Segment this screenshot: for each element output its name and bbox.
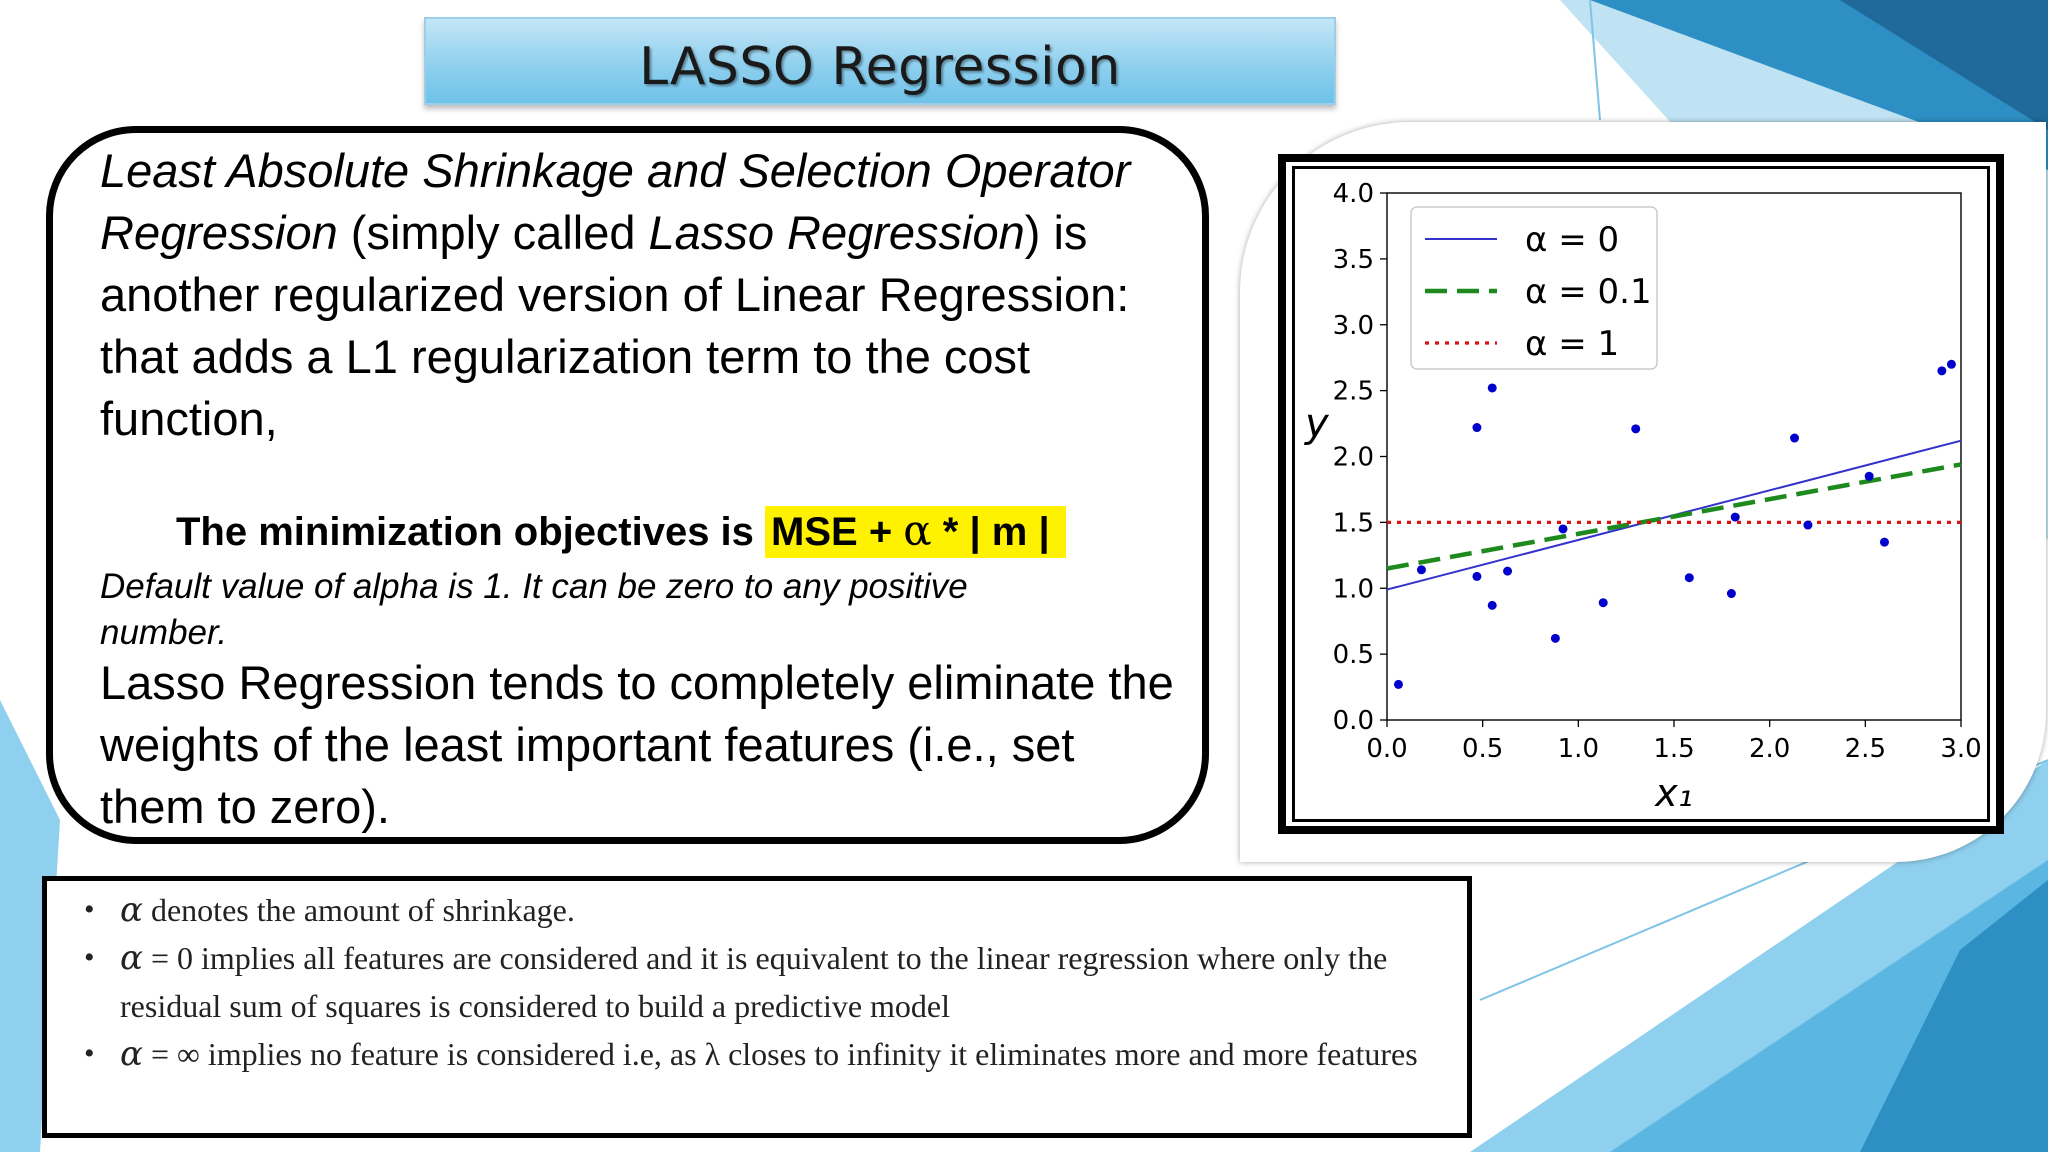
data-point: [1394, 680, 1403, 689]
data-point: [1803, 521, 1812, 530]
data-point: [1937, 366, 1946, 375]
alpha-note-text: = ∞ implies no feature is considered i.e, as λ closes to infinity it eliminates more and more features: [150, 1036, 1418, 1072]
x-tick-label: 1.0: [1557, 734, 1600, 764]
x-tick-label: 0.0: [1366, 734, 1408, 764]
alpha-symbol: α: [120, 938, 143, 978]
legend-label: α = 1: [1525, 324, 1620, 364]
y-tick-label: 4.0: [1332, 179, 1374, 209]
y-tick-label: 0.0: [1332, 706, 1374, 736]
data-point: [1551, 634, 1560, 643]
definition-text-1: (simply called: [337, 206, 649, 259]
data-point: [1488, 383, 1497, 392]
default-alpha-note: Default value of alpha is 1. It can be zero to any positive number.: [100, 567, 968, 652]
alpha-note-item: [82, 934, 1462, 1030]
definition-term: Least Absolute Shrinkage and Selection Operator Regression: [100, 144, 1131, 259]
formula-mse: MSE +: [771, 510, 904, 554]
y-tick-label: 3.0: [1332, 310, 1374, 341]
lasso-chart: [1295, 169, 1987, 819]
data-point: [1488, 601, 1497, 610]
formula-norm: * | m |: [931, 510, 1050, 554]
y-axis-label: y: [1305, 400, 1329, 447]
formula-alpha: α: [903, 506, 932, 555]
data-point: [1503, 567, 1512, 576]
objective-line: [176, 506, 1066, 555]
data-point: [1727, 589, 1736, 598]
y-tick-label: 0.5: [1332, 640, 1374, 671]
y-tick-label: 2.0: [1332, 442, 1374, 473]
alpha-notes-list: [82, 886, 1462, 1078]
x-axis-label: x₁: [1655, 771, 1693, 815]
alpha-note-item: [82, 886, 1462, 934]
x-tick-label: 2.5: [1844, 734, 1887, 764]
y-tick-label: 1.0: [1332, 574, 1374, 605]
x-tick-label: 2.0: [1748, 734, 1791, 764]
y-tick-label: 1.5: [1332, 508, 1374, 539]
data-point: [1731, 513, 1740, 522]
objective-label: The minimization objectives is: [176, 510, 766, 554]
x-tick-label: 1.5: [1653, 734, 1695, 764]
definition-short-name: Lasso Regression: [648, 206, 1025, 259]
alpha-symbol: α: [120, 890, 143, 930]
x-tick-label: 0.5: [1461, 734, 1504, 764]
alpha-note-item: [82, 1030, 1462, 1078]
title-bar: [424, 17, 1336, 105]
data-point: [1865, 472, 1874, 481]
data-point: [1947, 360, 1956, 369]
legend-label: α = 0: [1525, 220, 1620, 260]
alpha-note-text: = 0 implies all features are considered and it is equivalent to the linear regression where only the residual sum of squares is considered to build a predictive model: [120, 940, 1388, 1024]
data-point: [1685, 573, 1694, 582]
data-point: [1880, 538, 1889, 547]
x-tick-label: 3.0: [1940, 734, 1982, 764]
data-point: [1472, 423, 1481, 432]
data-point: [1417, 565, 1426, 574]
slide-title: LASSO Regression: [639, 37, 1121, 97]
legend-label: α = 0.1: [1525, 272, 1652, 312]
y-tick-label: 2.5: [1332, 376, 1374, 407]
lasso-effect-paragraph: Lasso Regression tends to completely eliminate the weights of the least important features (i.e., set them to zero).: [100, 656, 1174, 833]
definition-paragraph: [100, 140, 1180, 450]
data-point: [1472, 572, 1481, 581]
definition-text-2: ) is another regularized version of Linear Regression: that adds a L1 regularization term to the cost function,: [100, 206, 1130, 445]
data-point: [1599, 598, 1608, 607]
data-point: [1790, 434, 1799, 443]
data-point: [1631, 424, 1640, 433]
alpha-symbol: α: [120, 1034, 143, 1074]
y-tick-label: 3.5: [1332, 244, 1374, 275]
objective-formula-highlight: [765, 506, 1066, 558]
data-point: [1559, 524, 1568, 533]
alpha-note-text: denotes the amount of shrinkage.: [150, 892, 575, 928]
